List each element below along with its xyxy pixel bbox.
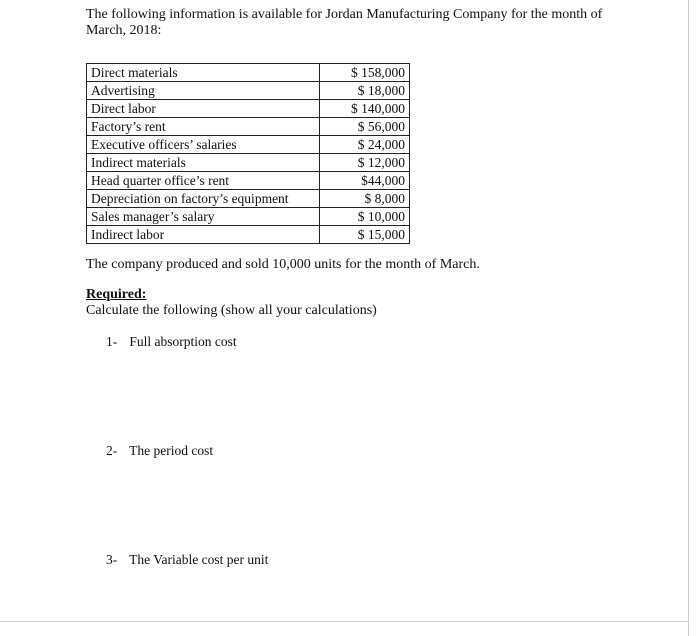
- cost-item: Sales manager’s salary: [87, 208, 320, 226]
- table-row: [87, 154, 410, 172]
- question-text: The period cost: [129, 443, 214, 458]
- table-row: [87, 64, 410, 82]
- page-edge-bottom: [0, 621, 689, 622]
- question-text: The Variable cost per unit: [129, 552, 269, 567]
- table-row: [87, 226, 410, 244]
- table-row: [87, 136, 410, 154]
- required-heading: Required:: [86, 287, 147, 302]
- intro-paragraph: [86, 7, 646, 39]
- table-row: [87, 190, 410, 208]
- question-1: [106, 334, 237, 350]
- instruction-text: Calculate the following (show all your calculations): [86, 303, 377, 318]
- cost-amount: $ 15,000: [320, 226, 410, 244]
- question-2: [106, 443, 213, 459]
- cost-amount: $ 8,000: [320, 190, 410, 208]
- cost-item: Direct materials: [87, 64, 320, 82]
- question-3: [106, 552, 268, 568]
- question-text: Full absorption cost: [129, 334, 237, 349]
- cost-amount: $ 10,000: [320, 208, 410, 226]
- cost-item: Depreciation on factory’s equipment: [87, 190, 320, 208]
- cost-amount: $ 18,000: [320, 82, 410, 100]
- production-summary: The company produced and sold 10,000 units for the month of March.: [86, 257, 480, 272]
- cost-amount: $ 140,000: [320, 100, 410, 118]
- cost-amount: $44,000: [320, 172, 410, 190]
- question-number: 3-: [106, 552, 118, 567]
- cost-item: Executive officers’ salaries: [87, 136, 320, 154]
- table-row: [87, 208, 410, 226]
- cost-amount: $ 12,000: [320, 154, 410, 172]
- page-edge-right: [688, 0, 689, 636]
- cost-amount: $ 158,000: [320, 64, 410, 82]
- cost-item: Direct labor: [87, 100, 320, 118]
- table-row: [87, 100, 410, 118]
- intro-line-2: March, 2018:: [86, 23, 162, 38]
- question-number: 2-: [106, 443, 118, 458]
- cost-amount: $ 24,000: [320, 136, 410, 154]
- cost-item: Factory’s rent: [87, 118, 320, 136]
- cost-item: Indirect labor: [87, 226, 320, 244]
- intro-line-1: The following information is available for Jordan Manufacturing Company for the month of: [86, 7, 603, 22]
- table-row: [87, 82, 410, 100]
- table-row: [87, 118, 410, 136]
- cost-amount: $ 56,000: [320, 118, 410, 136]
- cost-item: Indirect materials: [87, 154, 320, 172]
- cost-item: Advertising: [87, 82, 320, 100]
- cost-table: [86, 63, 410, 244]
- table-row: [87, 172, 410, 190]
- question-number: 1-: [106, 334, 118, 349]
- cost-item: Head quarter office’s rent: [87, 172, 320, 190]
